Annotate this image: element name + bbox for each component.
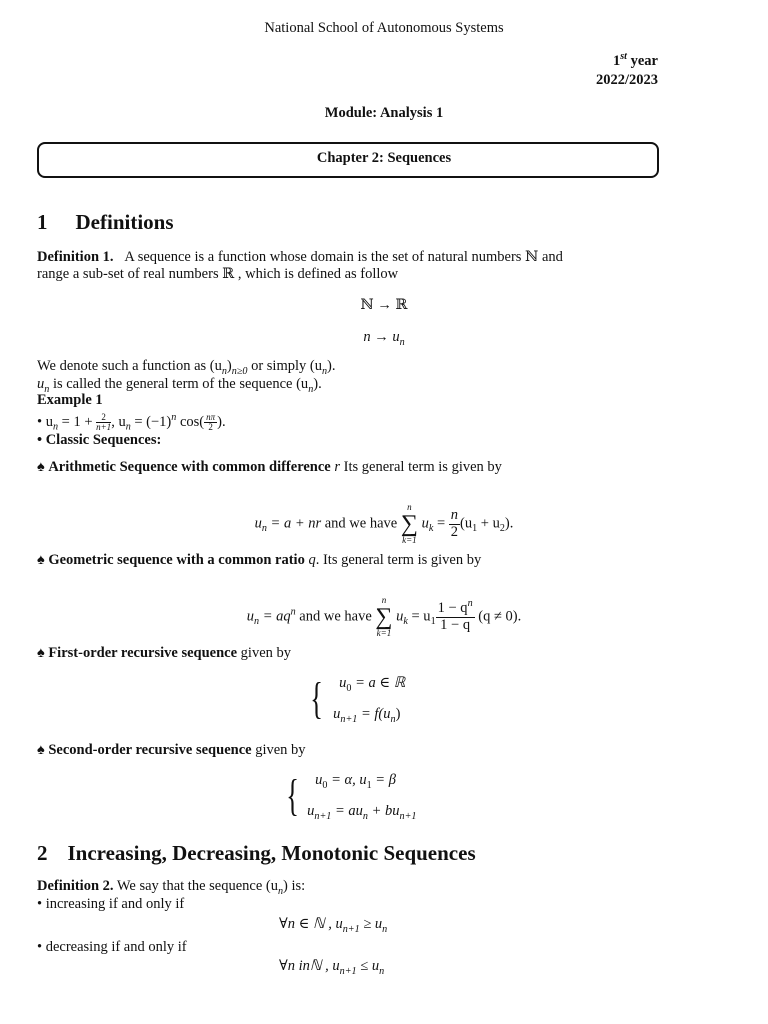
definition-1-line2: range a sub-set of real numbers ℝ , which is defined as follow (37, 266, 399, 282)
increasing-formula: ∀n ∈ ℕ , $u_{n+1} \ge u_n$ (279, 916, 388, 935)
arithmetic-formula: $u_n = a$ + nr and we have n ∑ k=1 $u_k$ = $\frac{n}{2}$ $(u_1 + u_2)$. (254, 502, 514, 545)
example-label: Example 1 (37, 392, 103, 408)
geometric-heading: ♠ Geometric sequence with a common ratio q. Its general term is given by (37, 552, 482, 568)
first-order-system: { $u_0 = a$ ∈ ℝ $u_{n+1} = f(u_n)$ (310, 674, 406, 725)
second-order-system: { $u_0 = \alpha$, $u_1 = \beta$ $u_{n+1} = au_n + bu_{n+1}$ (286, 771, 417, 822)
classic-sequences-label: • Classic Sequences: (37, 432, 162, 448)
denote-line: We denote such a function as $(u_n)_{n\ge 0}$ or simply $(u_n)$. (37, 358, 336, 377)
increasing-label: • increasing if and only if (37, 896, 185, 912)
chapter-title: Chapter 2: Sequences (316, 150, 452, 166)
school-name: National School of Autonomous Systems (264, 20, 504, 36)
spade-icon: ♠ (37, 552, 45, 568)
spade-icon: ♠ (37, 459, 45, 475)
geometric-formula: $u_n = aq^n$ and we have n ∑ k=1 $u_k = u_1$ $\frac{1 - q^n}{1 - q}$ (q ≠ 0). (246, 595, 522, 638)
year-level: 1st year (612, 51, 658, 69)
definition-1: Definition 1. A sequence is a function whose domain is the set of natural numbers ℕ and (37, 249, 563, 265)
first-order-heading: ♠ First-order recursive sequence given by (37, 645, 292, 661)
general-term-line: $u_n$ is called the general term of the sequence $(u_n)$. (37, 376, 322, 395)
second-order-heading: ♠ Second-order recursive sequence given by (37, 742, 306, 758)
arithmetic-heading: ♠ Arithmetic Sequence with common difference r Its general term is given by (37, 459, 502, 475)
definition-2: Definition 2. We say that the sequence $(u_n)$ is: (37, 878, 306, 897)
section-2-heading: 2 Increasing, Decreasing, Monotonic Sequences (37, 841, 476, 865)
decreasing-label: • decreasing if and only if (37, 939, 187, 955)
section-1-heading: 1 Definitions (37, 210, 174, 234)
module-title: Module: Analysis 1 (324, 105, 444, 121)
example-line: • $u_n = 1$ + $\frac{2}{n+1}$ , $u_n = (-1)^n$ cos( $\frac{n\pi}{2}$ ). (37, 411, 226, 433)
spade-icon: ♠ (37, 742, 45, 758)
spade-icon: ♠ (37, 645, 45, 661)
map-term: $n \to u_n$ (363, 329, 405, 348)
academic-year: 2022/2023 (595, 72, 658, 88)
decreasing-formula: ∀n inℕ , $u_{n+1} \le u_n$ (279, 958, 385, 977)
map-domain: ℕ → ℝ (360, 297, 408, 313)
